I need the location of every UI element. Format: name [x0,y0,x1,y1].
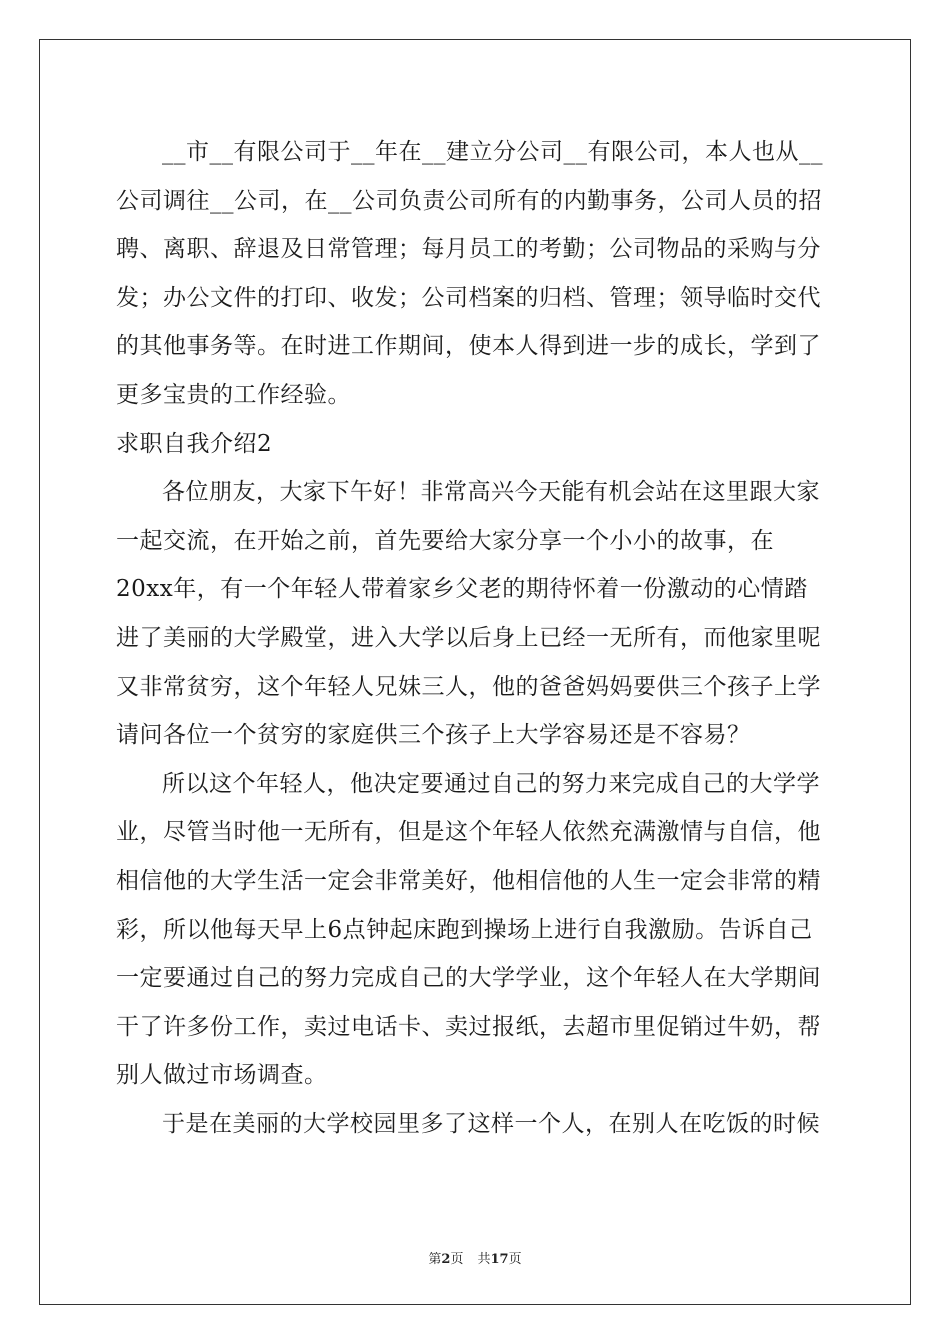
text-line: 更多宝贵的工作经验。 [116,381,351,408]
paragraph-campus [116,1100,836,1149]
page-footer [0,1248,950,1267]
text-line: 干了许多份工作，卖过电话卡、卖过报纸，去超市里促销过牛奶，帮 [116,1013,821,1040]
text-line: 业，尽管当时他一无所有，但是这个年轻人依然充满激情与自信，他 [116,819,821,846]
section-heading: 求职自我介绍2 [116,430,273,457]
text-line: 所以这个年轻人，他决定要通过自己的努力来完成自己的大学学 [162,770,820,797]
total-prefix: 共 [477,1252,491,1267]
text-line: 别人做过市场调查。 [116,1062,328,1089]
text-line: 又非常贫穷，这个年轻人兄妹三人，他的爸爸妈妈要供三个孩子上学 [116,673,821,700]
text-line: 20xx年，有一个年轻人带着家乡父老的期待怀着一份激动的心情踏 [116,576,808,603]
text-line: 相信他的大学生活一定会非常美好，他相信他的人生一定会非常的精 [116,867,821,894]
document-body [116,128,836,1148]
text-line: 各位朋友，大家下午好！非常高兴今天能有机会站在这里跟大家 [162,479,820,506]
text-line: 发；办公文件的打印、收发；公司档案的归档、管理；领导临时交代 [116,284,821,311]
text-line: 一定要通过自己的努力完成自己的大学学业，这个年轻人在大学期间 [116,965,821,992]
text-line: 于是在美丽的大学校园里多了这样一个人，在别人在吃饭的时候 [162,1110,820,1137]
page-prefix: 第 [428,1252,442,1267]
text-line: 的其他事务等。在时进工作期间，使本人得到进一步的成长，学到了 [116,333,821,360]
text-line: 彩，所以他每天早上6点钟起床跑到操场上进行自我激励。告诉自己 [116,916,813,943]
text-line: 聘、离职、辞退及日常管理；每月员工的考勤；公司物品的采购与分 [116,236,821,263]
total-suffix: 页 [508,1252,522,1267]
paragraph-greeting [116,468,836,760]
page-number: 2 [441,1252,451,1267]
total-pages: 17 [490,1252,509,1267]
page-suffix: 页 [450,1252,464,1267]
text-line: 一起交流，在开始之前，首先要给大家分享一个小小的故事，在 [116,527,774,554]
paragraph-university-story [116,760,836,1100]
text-line: 公司调往__公司，在__公司负责公司所有的内勤事务，公司人员的招 [116,187,822,214]
text-line: 进了美丽的大学殿堂，进入大学以后身上已经一无所有，而他家里呢 [116,624,821,651]
text-line: __市__有限公司于__年在__建立分公司__有限公司，本人也从__ [162,139,823,165]
text-line: 请问各位一个贫穷的家庭供三个孩子上大学容易还是不容易？ [116,722,751,749]
paragraph-branch-office [116,128,836,420]
